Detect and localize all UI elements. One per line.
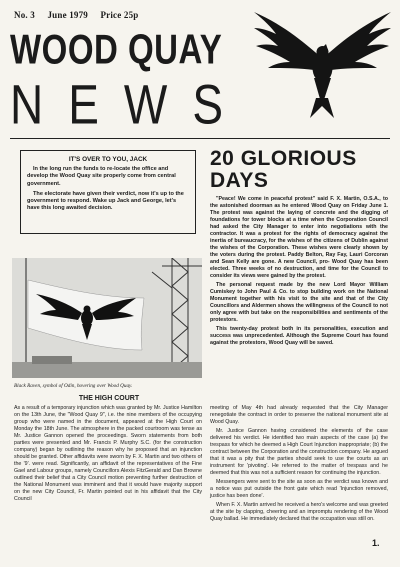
- high-court-heading: THE HIGH COURT: [78, 395, 140, 402]
- lead-paragraph: The personal request made by the new Lord Mayor William Cumiskey to John Paul & Co. to stop building work on the National Monument together with his visit to the site and that of the City Councillors and Aldermen shows the willingness of the Council to not only agree with but take on the responsibilities and sentiments of the protestors.: [210, 281, 388, 323]
- continuation-paragraph: Messengers were sent to the site as soon as the verdict was known and a notice was put outside the front gate which read 'Injunction removed, justice has been done'.: [210, 478, 388, 499]
- raven-flag-photo: [12, 258, 202, 378]
- lead-paragraph: This twenty-day protest both in its personalities, execution and success was unprecedented. Although the Supreme Court has found against the protestors, Wood Quay will be saved.: [210, 325, 388, 346]
- main-article-lead: [210, 196, 388, 349]
- high-court-article: [14, 405, 202, 505]
- main-headline: 20 GLORIOUS DAYS: [210, 147, 357, 192]
- photo-image: [12, 258, 202, 378]
- continuation-paragraph: Mr. Justice Gannon having considered the elements of the case delivered his verdict. He identified two main aspects of the case (a) the trespass for which he deemed a High Court Injunction inappropriate; (b) the contract between the Corporation and the construction company. He argued that it was a pity that the parties should seek to use the courts as an instrument for 'pivoting'. He referred to the matter of trespass and he deemed that this was not a sufficient reason for continuing the injunction.: [210, 427, 388, 476]
- page-number: 1.: [372, 538, 380, 548]
- issue-date: June 1979: [47, 10, 89, 20]
- editorial-box-paragraph: In the long run the funds to re-locate the office and develop the Wood Quay site properly come from central government.: [27, 166, 176, 187]
- raven-logo-icon: [250, 6, 395, 124]
- issue-line: [14, 10, 149, 20]
- issue-number: No. 3: [14, 10, 35, 20]
- continuation-paragraph: When F. X. Martin arrived he received a hero's welcome and was greeted at the site by clapping, cheering and an impromptu rendering of the Wood Quay ballad. He immediately declared that the occupation was still on.: [210, 501, 388, 522]
- high-court-paragraph: As a result of a temporary injunction which was granted by Mr. Justice Hamilton on the 13th June, the "Wood Quay 9", i.e. the nine members of the occupying group who were named in the document, appeared at the High Court on Monday the 18th June. The atmosphere in the packed courtroom was tense as Mr. Justice Gannon opened the proceedings. Sworn statements from both parties were presented and Mr. Francis P. Murphy S.C. (for the construction company) began by outlining the reason why he proposed that an injunction should be granted. Other affidavits were sworn by F. X. Martin and two others of the '9'. were read. Significantly, an affidavit of the representatives of the Fine Gael and Labour groups, namely Councillors Alexis FitzGerald and Dan Browne outlined their belief that a City Council motion preventing further destruction of the National Monument was imminent and that it would have majority support on the new City Council, Fr. Martin pointed out in his affidavit that the City Council: [14, 405, 202, 502]
- issue-price: Price 25p: [100, 10, 139, 20]
- photo-caption: Black Raven, symbol of Odin, hovering over Wood Quay.: [14, 383, 133, 389]
- editorial-box-title: IT'S OVER TO YOU, JACK: [68, 156, 148, 163]
- editorial-box-paragraph: The electorate have given their verdict, now it's up to the government to respond. Wake up Jack and George, let's have this long awaited decision.: [27, 190, 184, 212]
- article-continuation: [210, 405, 388, 525]
- editorial-box: [20, 150, 196, 234]
- masthead-rule: [10, 138, 390, 139]
- masthead-subtitle: NEWS: [10, 73, 248, 136]
- lead-paragraph: "Peace! We come in peaceful protest" said F. X. Martin, O.S.A., to the astonished doorman as he entered Wood Quay on Friday June 1. The protest was against the laying of concrete and the digging of foundations for tower blocks at a time when the Corporation Council had asked the City Manager to enter into negotiations with the contractor. It was a protest for the rights of democracy against the inertia of bureaucracy, for the wishes of the citizens of Dublin against the wishes of the Corporation. These wishes were clearly shown by the voters during the protest. Paddy Belton, Ray Fay, Lauri Corcoran and Sean Kelly are gone. A new Council, pro- Wood Quay has been elected. Three weeks of no destruction, and time for the Council to consider its views were gained by the protest.: [210, 196, 388, 279]
- masthead-title: WOOD QUAY: [10, 26, 223, 73]
- continuation-paragraph: meeting of May 4th had already requested that the City Manager renegotiate the contract in order to preserve the national monument site at Wood Quay.: [210, 405, 388, 425]
